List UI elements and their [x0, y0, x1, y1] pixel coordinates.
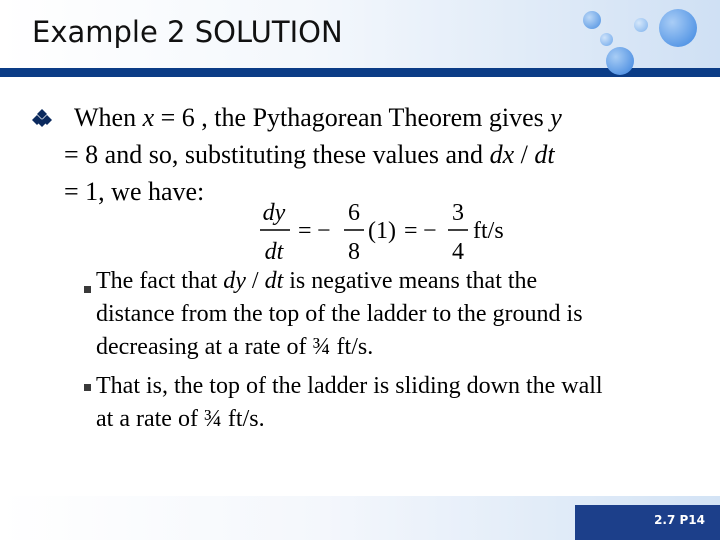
decorative-dot [600, 33, 613, 46]
sub-bullet-1 [84, 265, 706, 364]
equals-sign: = [298, 218, 312, 244]
main-line-3: = 1, we have: [64, 177, 205, 206]
lhs-numerator: dy [262, 200, 286, 226]
main-bullet-text [64, 99, 714, 210]
decorative-dot [634, 18, 648, 32]
sub-1-line-1: The fact that dy / dt is negative means that the [96, 268, 538, 294]
decorative-dot [659, 9, 697, 47]
decorative-dot [606, 47, 634, 75]
fraction-2-denominator: 4 [452, 239, 464, 265]
sub-bullet-2 [84, 370, 706, 436]
page-number: 2.7 P14 [654, 513, 705, 527]
unit-label: ft/s [473, 218, 504, 244]
fraction-1-numerator: 6 [348, 200, 360, 226]
lhs-denominator: dt [264, 239, 284, 265]
fraction-1-denominator: 8 [348, 239, 360, 265]
decorative-dot [583, 11, 601, 29]
equals-sign: = [404, 218, 418, 244]
fraction-2-numerator: 3 [452, 200, 464, 226]
derivative-equation [258, 196, 518, 268]
main-line-1: When x = 6 , the Pythagorean Theorem gives y [74, 103, 562, 132]
main-line-2: = 8 and so, substituting these values and dx / dt [64, 140, 555, 169]
sub-1-line-3: decreasing at a rate of ¾ ft/s. [96, 334, 374, 360]
sub-2-line-1: That is, the top of the ladder is sliding down the wall [96, 373, 603, 399]
minus-sign: − [423, 218, 437, 244]
sub-2-line-2: at a rate of ¾ ft/s. [96, 406, 265, 432]
diamond-bullet-icon [32, 108, 52, 128]
minus-sign: − [317, 218, 331, 244]
sub-1-line-2: distance from the top of the ladder to the ground is [96, 301, 583, 327]
slide-title: Example 2 SOLUTION [32, 15, 343, 49]
paren-one: (1) [368, 218, 396, 244]
